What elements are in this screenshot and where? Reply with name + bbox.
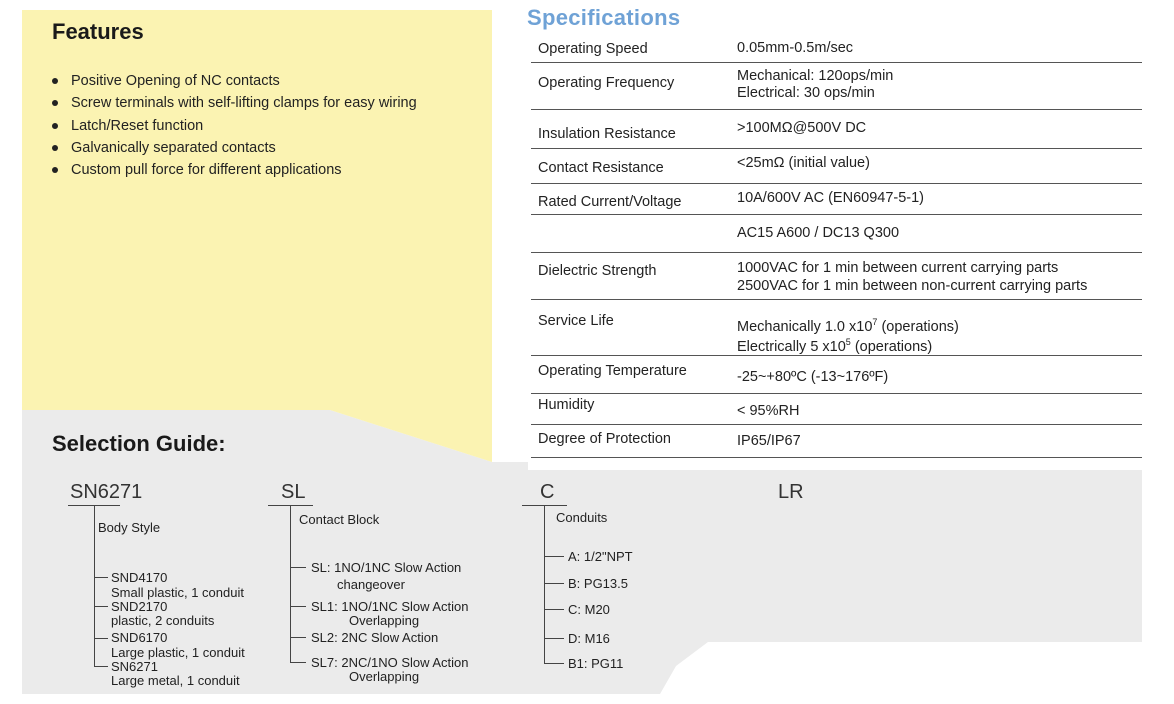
spec-row-insulation-resistance xyxy=(531,110,1142,149)
contact-option-code: SL: 1NO/1NC Slow Action xyxy=(311,560,462,575)
conduits-heading: Conduits xyxy=(556,510,608,525)
spec-label: Operating Frequency xyxy=(538,75,675,91)
spec-label: Operating Temperature xyxy=(538,363,687,379)
contact-option-desc: changeover xyxy=(337,577,405,592)
tree-branch xyxy=(290,567,306,568)
code-contact: SL xyxy=(281,481,306,503)
body-option-desc: plastic, 2 conduits xyxy=(111,613,215,628)
spec-label: Degree of Protection xyxy=(538,431,671,447)
spec-row-rated-current xyxy=(531,184,1142,215)
conduit-option: B: PG13.5 xyxy=(568,576,628,591)
body-style-heading: Body Style xyxy=(98,520,161,535)
code-body: SN6271 xyxy=(70,481,143,503)
feature-item: Screw terminals with self-lifting clamps for easy wiring xyxy=(52,92,417,114)
feature-item: Latch/Reset function xyxy=(52,115,417,137)
spec-value: 0.05mm-0.5m/sec xyxy=(737,40,854,56)
contact-option-code: SL2: 2NC Slow Action xyxy=(311,630,439,645)
spec-value: Electrical: 30 ops/min xyxy=(737,85,875,101)
spec-label: Insulation Resistance xyxy=(538,126,676,142)
spec-value: <25mΩ (initial value) xyxy=(737,155,870,171)
tree-line xyxy=(94,505,95,667)
spec-row-degree-of-protection xyxy=(531,425,1142,458)
specifications-title: Specifications xyxy=(527,5,681,30)
feature-item: Positive Opening of NC contacts xyxy=(52,70,417,92)
contact-option-code: SL1: 1NO/1NC Slow Action xyxy=(311,599,469,614)
tree-branch xyxy=(290,662,306,663)
conduit-option: B1: PG11 xyxy=(568,656,624,671)
body-option-desc: Small plastic, 1 conduit xyxy=(111,585,244,600)
tree-branch xyxy=(544,663,564,664)
tree-branch xyxy=(290,606,306,607)
spec-label: Operating Speed xyxy=(538,41,648,57)
feature-item: Custom pull force for different applications xyxy=(52,159,417,181)
spec-value-text: Mechanically 1.0 x10 xyxy=(737,318,873,335)
tree-branch xyxy=(544,583,564,584)
features-title: Features xyxy=(52,19,144,44)
spec-value: IP65/IP67 xyxy=(737,433,801,449)
contact-option-code: SL7: 2NC/1NO Slow Action xyxy=(311,655,469,670)
spec-label: Humidity xyxy=(538,397,595,413)
spec-row-humidity xyxy=(531,394,1142,425)
body-option-code: SND4170 xyxy=(111,570,168,585)
spec-value: Mechanical: 120ops/min xyxy=(737,68,894,84)
conduit-option: C: M20 xyxy=(568,602,610,617)
tree-branch xyxy=(544,638,564,639)
tree-branch xyxy=(290,637,306,638)
body-option-desc: Large plastic, 1 conduit xyxy=(111,645,245,660)
body-option-code: SND2170 xyxy=(111,599,168,614)
spec-label: Contact Resistance xyxy=(538,160,664,176)
spec-value-text: (operations) xyxy=(850,338,933,355)
conduit-option: D: M16 xyxy=(568,631,610,646)
contact-option-desc: Overlapping xyxy=(349,669,420,684)
spec-value-text: (operations) xyxy=(877,318,959,335)
body-option-desc: Large metal, 1 conduit xyxy=(111,673,240,688)
spec-label: Rated Current/Voltage xyxy=(538,194,682,210)
superscript: 7 xyxy=(872,317,878,327)
spec-value xyxy=(737,314,959,336)
spec-row-contact-resistance xyxy=(531,149,1142,184)
spec-value: -25~+80ºC (-13~176ºF) xyxy=(737,369,889,385)
tree-branch xyxy=(544,556,564,557)
contact-option-desc: Overlapping xyxy=(349,613,420,628)
code-lr: LR xyxy=(778,481,804,503)
spec-row-operating-speed xyxy=(531,36,1142,63)
spec-row-operating-temperature xyxy=(531,356,1142,394)
spec-value: >100MΩ@500V DC xyxy=(737,120,867,136)
spec-row-rated-current-cont xyxy=(531,215,1142,253)
tree-branch xyxy=(94,638,108,639)
spec-value: 2500VAC for 1 min between non-current carrying parts xyxy=(737,278,1088,294)
spec-row-dielectric-strength xyxy=(531,253,1142,300)
spec-label: Service Life xyxy=(538,313,614,329)
spec-value: 1000VAC for 1 min between current carrying parts xyxy=(737,260,1059,276)
tree-branch xyxy=(94,666,108,667)
tree-branch xyxy=(94,606,108,607)
spec-value xyxy=(737,334,932,356)
body-option-code: SND6170 xyxy=(111,630,168,645)
contact-block-heading: Contact Block xyxy=(299,512,380,527)
conduit-option: A: 1/2"NPT xyxy=(568,549,633,564)
spec-label: Dielectric Strength xyxy=(538,263,657,279)
tree-line xyxy=(290,505,291,662)
spec-value-text: Electrically 5 x10 xyxy=(737,338,846,355)
selection-guide-title: Selection Guide: xyxy=(52,431,226,456)
feature-item: Galvanically separated contacts xyxy=(52,137,417,159)
features-list xyxy=(52,70,417,181)
spec-row-operating-frequency xyxy=(531,63,1142,110)
code-conduit: C xyxy=(540,481,555,503)
tree-branch xyxy=(94,577,108,578)
spec-row-service-life xyxy=(531,300,1142,356)
superscript: 5 xyxy=(845,337,851,347)
tree-line xyxy=(544,505,545,664)
tree-branch xyxy=(544,609,564,610)
spec-value: AC15 A600 / DC13 Q300 xyxy=(737,225,900,241)
body-option-code: SN6271 xyxy=(111,659,158,674)
spec-value: < 95%RH xyxy=(737,403,800,419)
spec-value: 10A/600V AC (EN60947-5-1) xyxy=(737,190,924,206)
